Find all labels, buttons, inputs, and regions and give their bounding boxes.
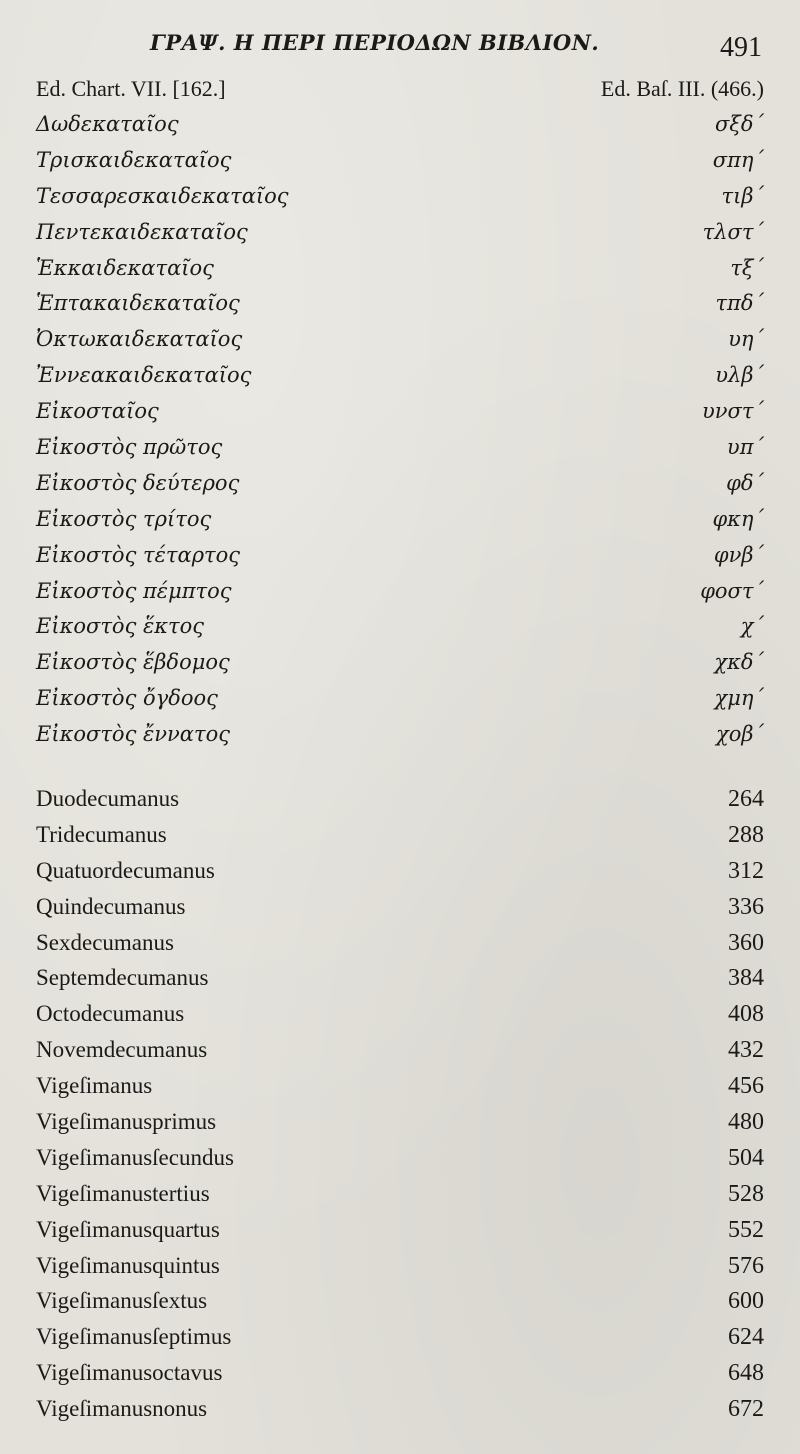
greek-row xyxy=(0,431,800,467)
greek-term: Εἰκοστὸς τρίτος xyxy=(36,506,212,531)
latin-number: 648 xyxy=(728,1360,764,1387)
greek-row xyxy=(0,718,800,754)
greek-term: Εἰκοστὸς πέμπτος xyxy=(36,578,232,603)
greek-term: Εἰκοστὸς ἕβδομος xyxy=(36,650,230,675)
greek-term: Ἐννεακαιδεκαταῖος xyxy=(36,363,252,388)
latin-number: 384 xyxy=(728,965,764,992)
latin-number: 552 xyxy=(728,1216,764,1243)
greek-number: υνστ´ xyxy=(702,399,764,424)
latin-row xyxy=(0,1356,800,1392)
greek-row xyxy=(0,252,800,288)
greek-table xyxy=(0,108,800,754)
latin-term: Vigeſimanusoctavus xyxy=(36,1360,223,1386)
latin-term: Sexdecumanus xyxy=(36,929,174,955)
edition-line xyxy=(0,76,800,106)
greek-row xyxy=(0,539,800,575)
latin-row xyxy=(0,961,800,997)
greek-row xyxy=(0,682,800,718)
greek-term: Δωδεκαταῖος xyxy=(36,112,179,136)
greek-number: φκη´ xyxy=(712,506,764,531)
latin-term: Vigeſimanus xyxy=(36,1073,153,1099)
latin-row xyxy=(0,854,800,890)
greek-term: Εἰκοσταῖος xyxy=(36,399,159,424)
greek-number: τιβ´ xyxy=(721,183,764,208)
latin-row xyxy=(0,1213,800,1249)
edition-chartier: Ed. Chart. VII. [162.] xyxy=(36,76,226,101)
greek-number: τξ´ xyxy=(730,255,764,280)
latin-row xyxy=(0,997,800,1033)
greek-term: Τρισκαιδεκαταῖος xyxy=(36,147,232,172)
greek-row xyxy=(0,287,800,323)
latin-term: Novemdecumanus xyxy=(36,1037,208,1063)
greek-row xyxy=(0,467,800,503)
greek-term: Εἰκοστὸς ἕκτος xyxy=(36,614,205,639)
latin-number: 672 xyxy=(728,1396,764,1423)
latin-row xyxy=(0,1105,800,1141)
greek-number: σπη´ xyxy=(712,147,764,172)
greek-number: χμη´ xyxy=(714,686,764,711)
latin-term: Vigeſimanusſeptimus xyxy=(36,1324,232,1350)
latin-number: 336 xyxy=(728,893,764,920)
greek-row xyxy=(0,610,800,646)
latin-number: 288 xyxy=(728,821,764,848)
latin-term: Quindecumanus xyxy=(36,893,186,919)
greek-row xyxy=(0,323,800,359)
latin-term: Duodecumanus xyxy=(36,786,180,811)
latin-row xyxy=(0,890,800,926)
latin-row xyxy=(0,1320,800,1356)
latin-row xyxy=(0,818,800,854)
greek-term: Ἑπτακαιδεκαταῖος xyxy=(36,291,240,316)
latin-term: Vigeſimanusſecundus xyxy=(36,1144,234,1170)
latin-number: 312 xyxy=(728,857,764,884)
latin-term: Vigeſimanusprimus xyxy=(36,1109,217,1135)
running-title: ΓΡΑΨ. Η ΠΕΡΙ ΠΕΡΙΟΔΩΝ ΒΙΒΛΙΟΝ. xyxy=(150,30,600,55)
latin-row xyxy=(0,1033,800,1069)
greek-row xyxy=(0,359,800,395)
greek-term: Εἰκοστὸς ἔννατος xyxy=(36,722,231,747)
latin-table xyxy=(0,782,800,1428)
latin-row xyxy=(0,782,800,818)
latin-row xyxy=(0,1141,800,1177)
greek-row xyxy=(0,216,800,252)
greek-term: Τεσσαρεσκαιδεκαταῖος xyxy=(36,183,289,208)
latin-row xyxy=(0,926,800,962)
latin-number: 408 xyxy=(728,1001,764,1028)
greek-term: Εἰκοστὸς τέταρτος xyxy=(36,542,241,567)
latin-number: 624 xyxy=(728,1324,764,1351)
latin-row xyxy=(0,1249,800,1285)
greek-number: σξδ´ xyxy=(714,112,764,136)
latin-row xyxy=(0,1284,800,1320)
greek-row xyxy=(0,180,800,216)
latin-term: Tridecumanus xyxy=(36,821,167,847)
greek-row xyxy=(0,108,800,144)
greek-number: τλστ´ xyxy=(702,219,764,244)
greek-term: Ὀκτωκαιδεκαταῖος xyxy=(36,327,243,352)
latin-row xyxy=(0,1069,800,1105)
latin-term: Septemdecumanus xyxy=(36,965,209,991)
latin-row xyxy=(0,1177,800,1213)
latin-number: 528 xyxy=(728,1180,764,1207)
greek-number: χ´ xyxy=(740,614,764,639)
greek-number: υλβ´ xyxy=(715,363,764,388)
latin-term: Vigeſimanusſextus xyxy=(36,1288,208,1314)
latin-term: Octodecumanus xyxy=(36,1001,185,1027)
latin-number: 264 xyxy=(728,786,764,812)
latin-number: 432 xyxy=(728,1037,764,1064)
greek-number: τπδ´ xyxy=(715,291,764,316)
greek-row xyxy=(0,503,800,539)
greek-term: Εἰκοστὸς δεύτερος xyxy=(36,470,240,495)
greek-term: Ἑκκαιδεκαταῖος xyxy=(36,255,214,280)
greek-row xyxy=(0,144,800,180)
greek-number: χοβ´ xyxy=(715,722,764,747)
greek-number: υπ´ xyxy=(726,435,764,460)
latin-term: Quatuordecumanus xyxy=(36,857,215,883)
latin-term: Vigeſimanusquartus xyxy=(36,1216,220,1242)
greek-number: φδ´ xyxy=(726,470,764,495)
latin-term: Vigeſimanusquintus xyxy=(36,1252,220,1278)
latin-number: 576 xyxy=(728,1252,764,1279)
latin-number: 456 xyxy=(728,1073,764,1100)
latin-number: 504 xyxy=(728,1144,764,1171)
latin-number: 360 xyxy=(728,929,764,956)
greek-number: φοστ´ xyxy=(700,578,764,603)
greek-term: Πεντεκαιδεκαταῖος xyxy=(36,219,248,244)
greek-number: χκδ´ xyxy=(714,650,764,675)
latin-number: 600 xyxy=(728,1288,764,1315)
edition-basel: Ed. Baſ. III. (466.) xyxy=(600,76,764,101)
latin-number: 480 xyxy=(728,1109,764,1136)
running-head xyxy=(0,30,800,66)
latin-term: Vigeſimanustertius xyxy=(36,1180,210,1206)
page-number: 491 xyxy=(720,32,762,63)
greek-number: φνβ´ xyxy=(713,542,764,567)
greek-number: υη´ xyxy=(728,327,764,352)
greek-row xyxy=(0,395,800,431)
greek-term: Εἰκοστὸς ὄγδοος xyxy=(36,686,218,711)
greek-row xyxy=(0,646,800,682)
latin-row xyxy=(0,1392,800,1428)
greek-term: Εἰκοστὸς πρῶτος xyxy=(36,435,223,460)
greek-row xyxy=(0,575,800,611)
latin-term: Vigeſimanusnonus xyxy=(36,1396,208,1422)
